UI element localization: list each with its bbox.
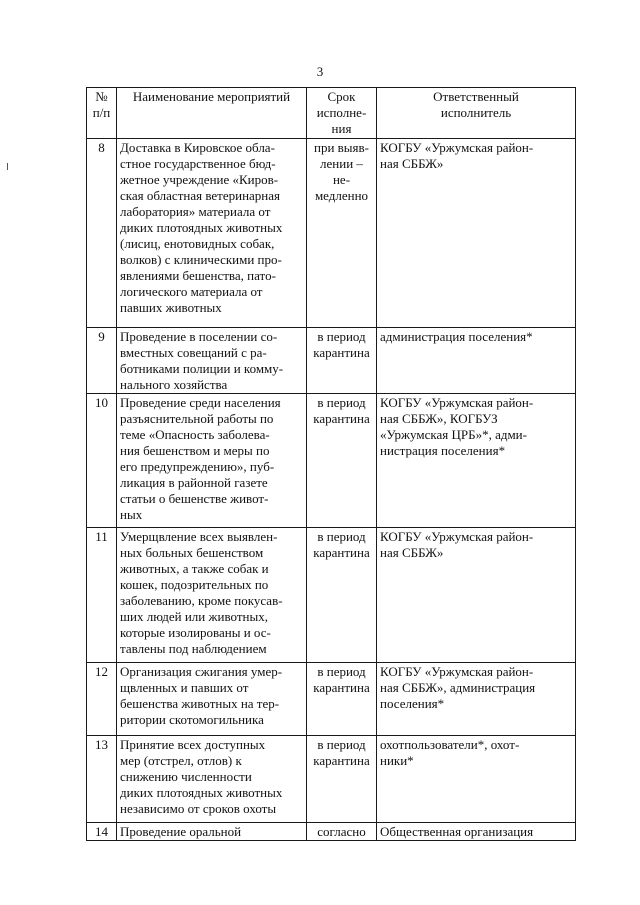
measure-term: в период карантина bbox=[307, 394, 377, 528]
measure-name: Проведение оральной bbox=[117, 823, 307, 841]
table-row bbox=[87, 663, 576, 736]
measure-term: в период карантина bbox=[307, 528, 377, 663]
measure-term: в период карантина bbox=[307, 328, 377, 394]
measure-responsible: КОГБУ «Уржумская район- ная СББЖ» bbox=[377, 139, 576, 328]
measure-name: Организация сжигания умер- щвленных и павших от бешенства животных на тер- ритории скотомогильника bbox=[117, 663, 307, 736]
measure-responsible: администрация поселения* bbox=[377, 328, 576, 394]
measure-name: Проведение в поселении со- вместных совещаний с ра- ботниками полиции и комму- нального хозяйства bbox=[117, 328, 307, 394]
table-row bbox=[87, 736, 576, 823]
header-num: № п/п bbox=[87, 88, 117, 139]
header-name: Наименование мероприятий bbox=[117, 88, 307, 139]
page-number: 3 bbox=[316, 64, 324, 79]
row-number: 9 bbox=[87, 328, 117, 394]
margin-mark bbox=[7, 163, 8, 170]
table-row bbox=[87, 328, 576, 394]
measure-name: Принятие всех доступных мер (отстрел, отлов) к снижению численности диких плотоядных животных независимо от сроков охоты bbox=[117, 736, 307, 823]
measure-term: в период карантина bbox=[307, 736, 377, 823]
table-row bbox=[87, 394, 576, 528]
measure-term: при выяв- лении – не- медленно bbox=[307, 139, 377, 328]
header-term: Срок исполне- ния bbox=[307, 88, 377, 139]
row-number: 8 bbox=[87, 139, 117, 328]
table-row bbox=[87, 528, 576, 663]
measure-responsible: КОГБУ «Уржумская район- ная СББЖ», администрация поселения* bbox=[377, 663, 576, 736]
measure-term: в период карантина bbox=[307, 663, 377, 736]
measure-responsible: Общественная организация bbox=[377, 823, 576, 841]
row-number: 14 bbox=[87, 823, 117, 841]
measure-responsible: КОГБУ «Уржумская район- ная СББЖ» bbox=[377, 528, 576, 663]
row-number: 12 bbox=[87, 663, 117, 736]
measure-name: Доставка в Кировское обла- стное государственное бюд- жетное учреждение «Киров- ская областная ветеринарная лаборатория» материала от диких плотоядных животных (лисиц, енотовидных собак, волков) с клиническими про- явлениями бешенства, пато- логического материала от павших животных bbox=[117, 139, 307, 328]
measure-name: Умерщвление всех выявлен- ных больных бешенством животных, а также собак и кошек, подозрительных по заболеванию, кроме покусав- ших людей или животных, которые изолированы и ос- тавлены под наблюдением bbox=[117, 528, 307, 663]
measure-term: согласно bbox=[307, 823, 377, 841]
table-header-row bbox=[87, 88, 576, 139]
table-row bbox=[87, 139, 576, 328]
row-number: 10 bbox=[87, 394, 117, 528]
header-resp: Ответственный исполнитель bbox=[377, 88, 576, 139]
measure-name: Проведение среди населения разъяснительной работы по теме «Опасность заболева- ния бешенством и меры по его предупреждению», пуб- ликация в районной газете статьи о бешенстве живот- ных bbox=[117, 394, 307, 528]
table-row bbox=[87, 823, 576, 841]
measure-responsible: КОГБУ «Уржумская район- ная СББЖ», КОГБУЗ «Уржумская ЦРБ»*, адми- нистрация поселения* bbox=[377, 394, 576, 528]
measures-table bbox=[86, 87, 576, 841]
row-number: 13 bbox=[87, 736, 117, 823]
measure-responsible: охотпользователи*, охот- ники* bbox=[377, 736, 576, 823]
row-number: 11 bbox=[87, 528, 117, 663]
